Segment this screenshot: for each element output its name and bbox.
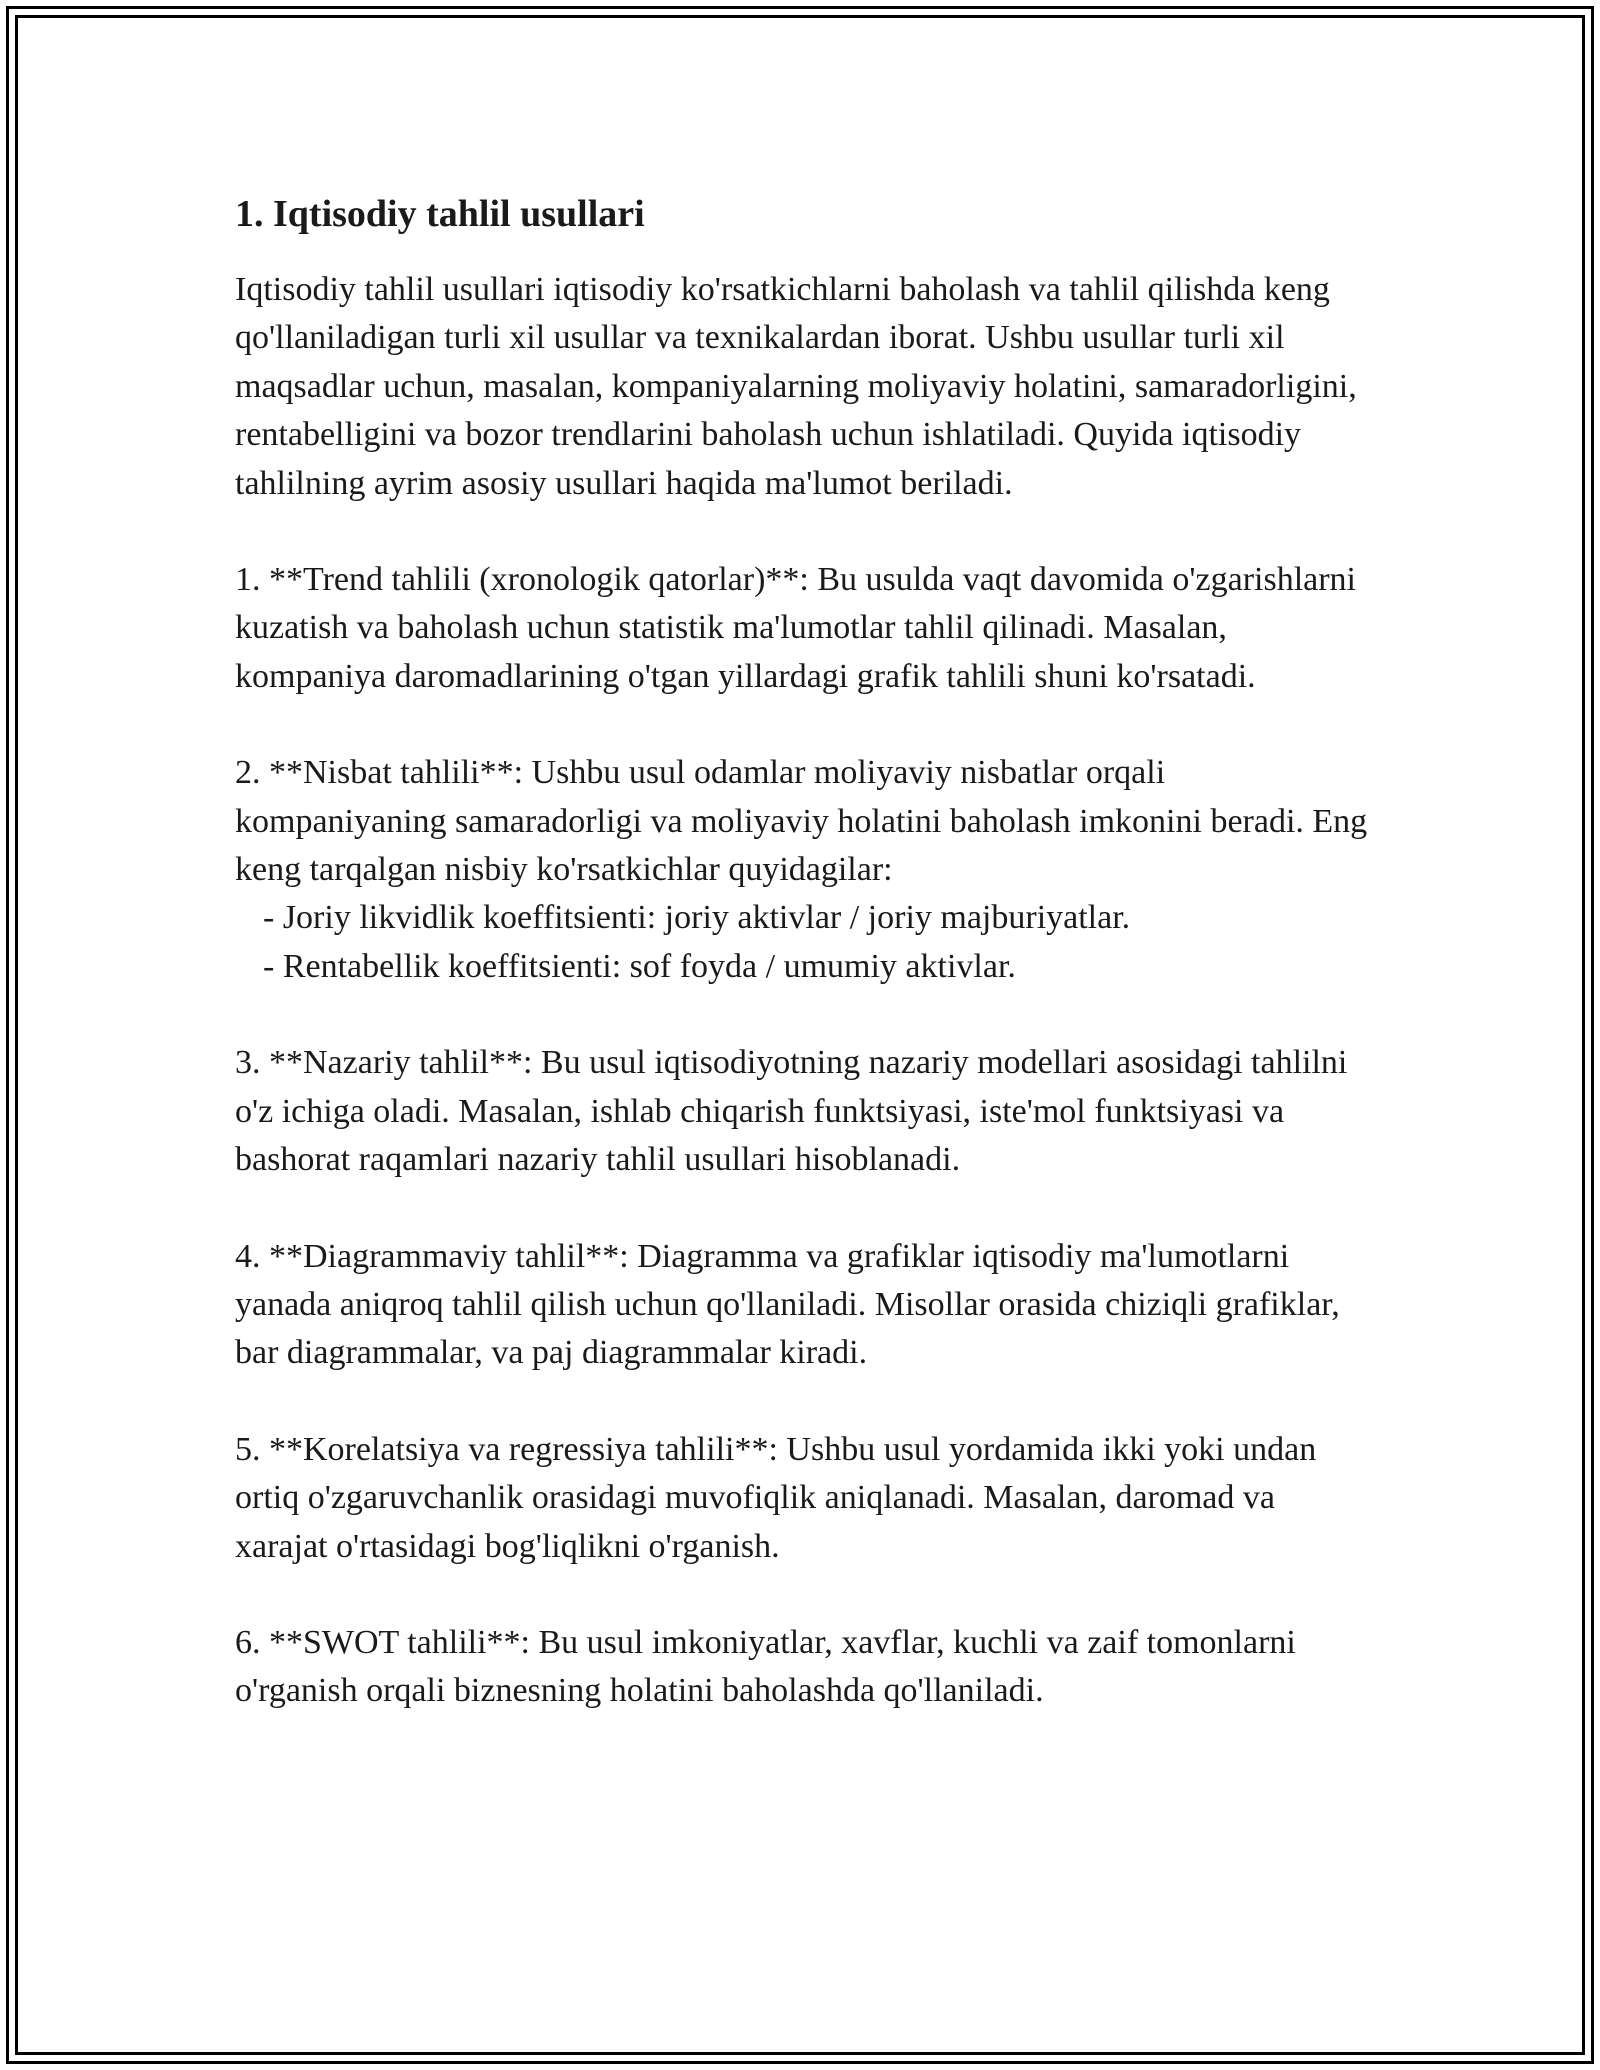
list-item-trend: 1. **Trend tahlili (xronologik qatorlar)**: Bu usulda vaqt davomida o'zgarishlarni kuzatish va baholash uchun statistik ma'lumotlar tahlil qilinadi. Masalan, kompaniya daromadlarining o'tgan yillardagi grafik tahlili shuni ko'rsatadi. <box>235 561 1357 695</box>
document-body <box>235 188 1375 1764</box>
document-title: 1. Iqtisodiy tahlil usullari <box>235 193 645 235</box>
list-item-ratio-text: 2. **Nisbat tahlili**: Ushbu usul odamlar moliyaviy nisbatlar orqali kompaniyaning samaradorligi va moliyaviy holatini baholash imkonini beradi. Eng keng tarqalgan nisbiy ko'rsatkichlar quyidagilar: <box>235 754 1368 889</box>
list-item-swot: 6. **SWOT tahlili**: Bu usul imkoniyatlar, xavflar, kuchli va zaif tomonlarni o'rganish orqali biznesning holatini baholashda qo'llaniladi. <box>235 1623 1296 1710</box>
list-item-ratio <box>235 749 1375 991</box>
list-item-theoretical: 3. **Nazariy tahlil**: Bu usul iqtisodiyotning nazariy modellari asosidagi tahlilni o'z ichiga oladi. Masalan, ishlab chiqarish funktsiyasi, iste'mol funktsiyasi va bashorat raqamlari nazariy tahlil usullari hisoblanadi. <box>235 1044 1348 1179</box>
list-item-correlation: 5. **Korelatsiya va regressiya tahlili**: Ushbu usul yordamida ikki yoki undan ortiq o'zgaruvchanlik orasidagi muvofiqlik aniqlanadi. Masalan, daromad va xarajat o'rtasidagi bog'liqlikni o'rganish. <box>235 1430 1317 1565</box>
list-item-diagrammatic: 4. **Diagrammaviy tahlil**: Diagramma va grafiklar iqtisodiy ma'lumotlarni yanada aniqroq tahlil qilish uchun qo'llaniladi. Misollar orasida chiziqli grafiklar, bar diagrammalar, va paj diagrammalar kiradi. <box>235 1237 1340 1372</box>
ratio-subitem-profitability: - Rentabellik koeffitsienti: sof foyda / umumiy aktivlar. <box>263 947 1016 985</box>
ratio-subitem-liquidity: - Joriy likvidlik koeffitsienti: joriy aktivlar / joriy majburiyatlar. <box>263 899 1131 937</box>
intro-paragraph: Iqtisodiy tahlil usullari iqtisodiy ko'rsatkichlarni baholash va tahlil qilishda keng qo'llaniladigan turli xil usullar va texnikalardan iborat. Ushbu usullar turli xil maqsadlar uchun, masalan, kompaniyalarning moliyaviy holatini, samaradorligini, rentabelligini va bozor trendlarini baholash uchun ishlatiladi. Quyida iqtisodiy tahlilning ayrim asosiy usullari haqida ma'lumot beriladi. <box>235 271 1357 502</box>
